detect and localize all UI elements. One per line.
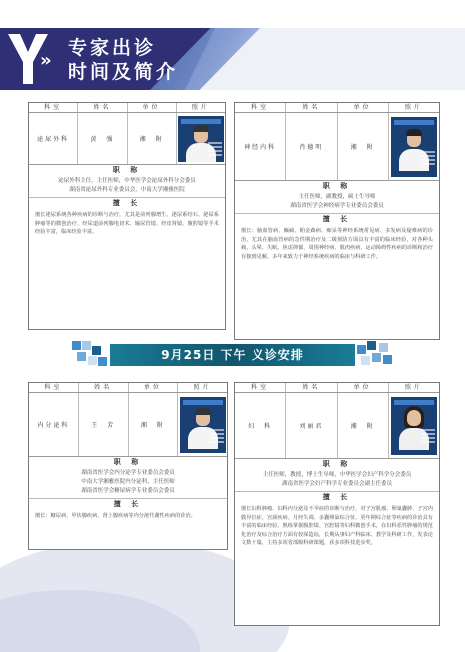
col-department: 科室: [44, 104, 63, 111]
specialty-text: 擅长妇科肿瘤、妇科内分泌及不孕症的诊断与治疗，对子宫肌瘤、卵巢囊肿、子宫内膜异位症、宫颈疾病、月经失调、多囊卵巢综合征、更年期综合征等疾病的诊治具有丰富的临床经验，熟练掌握腹腔镜、宫腔镜等妇科微创手术，在妇科恶性肿瘤的规范化治疗及综合治疗方面有较深造诣，长期从事妇产科临床、教学及科研工作，发表论文数十篇，主持多项省部级科研课题，获多项科技进步奖。: [241, 506, 433, 547]
doctor-photo: [391, 117, 437, 177]
department-cell: 神经内科: [244, 144, 277, 151]
doctor-name-cell: 刘丽君: [285, 393, 336, 458]
doctor-name-cell: 王 芳: [78, 393, 128, 456]
date-banner-text: 9月25日 下午 义诊安排: [161, 348, 304, 362]
title-line: 湖南省医学会妇产科学专业委员会副主任委员: [281, 481, 392, 487]
specialty-heading: 擅 长: [322, 493, 352, 501]
photo-cell: [388, 393, 439, 458]
unit-cell: 湘 附: [128, 393, 178, 456]
photo-cell: [177, 393, 227, 456]
title-heading: 职 称: [322, 460, 352, 468]
col-unit: 单位: [128, 383, 178, 392]
doctor-card-endocrinology: [28, 382, 228, 550]
title-heading: 职 称: [113, 458, 143, 466]
specialty-heading: 擅 长: [322, 215, 352, 223]
page-header: [0, 0, 465, 96]
page-title: [68, 36, 178, 84]
specialty-text: 擅长：糖尿病、甲状腺疾病、肾上腺疾病等内分泌代谢性疾病的诊治。: [35, 513, 196, 519]
col-photo: 照片: [388, 383, 439, 392]
doctor-card-urology: [28, 102, 226, 330]
title-details: [235, 470, 439, 492]
page-title-line1: 专家出诊: [68, 37, 157, 59]
unit-cell: 湘 附: [127, 113, 176, 164]
col-department: 科室: [44, 384, 63, 391]
col-department: 科室: [251, 384, 270, 391]
tile-decoration-right-icon: [357, 341, 393, 367]
doctor-card-neurology: [234, 102, 440, 340]
table-header-row: [29, 383, 227, 393]
col-photo: 照片: [177, 383, 227, 392]
title-heading: 职 称: [322, 182, 352, 190]
double-chevron-icon: »: [40, 50, 49, 71]
doctor-name-cell: 肖德明: [285, 113, 336, 180]
col-name: 姓名: [78, 383, 128, 392]
title-line: 主任医师，教授，博士生导师，中华医学会妇产科学分会委员: [262, 472, 412, 478]
doctor-photo: [180, 397, 226, 453]
col-unit: 单位: [127, 103, 176, 112]
title-line: 湖南省医学会神经病学专业委员会委员: [290, 203, 384, 209]
col-photo: 照片: [388, 103, 439, 112]
title-line: 中南大学湘雅医院内分泌科，主任医师: [81, 479, 175, 485]
col-department: 科室: [251, 104, 270, 111]
doctor-info-row: [29, 113, 225, 165]
unit-cell: 湘 附: [337, 393, 388, 458]
doctor-card-gynecology: [234, 382, 440, 626]
unit-cell: 湘 附: [337, 113, 388, 180]
title-details: [29, 468, 227, 499]
title-line: 湖南省医学会糖尿病学专业委员会委员: [81, 488, 175, 494]
title-line: 湖南省医学会内分泌学专业委员会委员: [81, 470, 175, 476]
table-header-row: [29, 103, 225, 113]
title-details: [235, 192, 439, 214]
photo-cell: [176, 113, 225, 164]
table-header-row: [235, 383, 439, 393]
doctor-photo: [178, 116, 224, 162]
department-cell: 内分泌科: [37, 422, 70, 429]
title-line: 湖南省泌尿外科专业委员会，中南大学湘雅医院: [69, 187, 185, 193]
specialty-heading: 擅 长: [113, 500, 143, 508]
date-banner: [0, 338, 465, 376]
title-details: [29, 176, 225, 198]
doctor-info-row: [235, 113, 439, 181]
doctor-info-row: [235, 393, 439, 459]
department-cell: 妇 科: [248, 423, 273, 430]
table-header-row: [235, 103, 439, 113]
tile-decoration-left-icon: [72, 341, 108, 367]
photo-cell: [388, 113, 439, 180]
col-photo: 照片: [176, 103, 225, 112]
col-name: 姓名: [285, 103, 336, 112]
col-unit: 单位: [337, 103, 388, 112]
col-unit: 单位: [337, 383, 388, 392]
col-name: 姓名: [77, 103, 126, 112]
specialty-heading: 擅 长: [112, 199, 142, 207]
specialty-text: 擅长：脑血管病、癫痫、帕金森病、痴呆等神经系统常见病、多发病及疑难病的诊治，尤其在脑血管病的急性期治疗及二级预防方面具有丰富的临床经验，对各种头痛、头晕、失眠、焦虑抑郁、周围神经病、肌肉疾病、运动障碍性疾病的诊断和治疗有独到见解，多年来致力于神经系统疾病的临床与科研工作。: [241, 228, 433, 260]
doctor-info-row: [29, 393, 227, 457]
col-name: 姓名: [285, 383, 336, 392]
department-cell: 泌尿外科: [37, 136, 70, 143]
doctor-photo: [391, 397, 437, 455]
specialty-text: 擅长泌尿系统各种疾病的诊断与治疗，尤其是前列腺增生、泌尿系结石、泌尿系肿瘤等的微创治疗，经尿道前列腺电切术、输尿管镜、经皮肾镜、腹腔镜等手术经验丰富，临床经验丰富。: [35, 212, 219, 236]
title-line: 泌尿外科主任，主任医师，中华医学会泌尿外科分会委员: [58, 178, 196, 184]
page-title-line2: 时间及简介: [68, 61, 179, 83]
title-heading: 职 称: [112, 166, 142, 174]
doctor-name-cell: 黄 强: [77, 113, 126, 164]
title-line: 主任医师，副教授，硕士生导师: [298, 194, 376, 200]
